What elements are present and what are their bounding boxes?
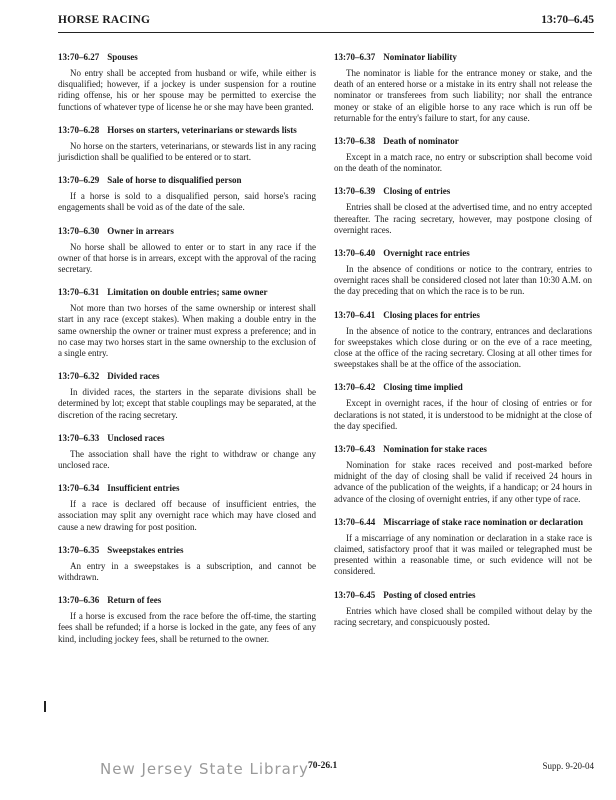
section-heading bbox=[58, 545, 316, 556]
section bbox=[58, 226, 316, 276]
section-number: 13:70–6.34 bbox=[58, 483, 100, 494]
section-title: Closing time implied bbox=[383, 382, 463, 393]
section-body: Not more than two horses of the same ownership or interest shall start in any race (except stakes). When making a double entry in the same ownership the owner or trainer must express a preference; and in no case may two horses start in the same ownership to the exclusion of a single entry. bbox=[58, 303, 316, 359]
section-body: No entry shall be accepted from husband or wife, while either is disqualified; however, if a jockey is under suspension for a routine riding offense, his or her spouse may be permitted to exercise the functions of whatever type of license he or she may have been granted. bbox=[58, 68, 316, 112]
section-heading bbox=[58, 371, 316, 382]
section-body: The nominator is liable for the entrance money or stake, and the death of an entered horse or a mistake in its entry shall not release the nominator or transferees from such liability; nor shall the entrance money or stake of an eligible horse to any race which is run off be returnable for the entry's failure to start, for any cause. bbox=[334, 68, 592, 123]
section-title: Closing places for entries bbox=[383, 309, 480, 320]
section-heading bbox=[334, 382, 592, 393]
section-title: Closing of entries bbox=[383, 186, 451, 197]
section bbox=[58, 371, 316, 421]
section-heading bbox=[334, 186, 592, 197]
section-heading bbox=[58, 125, 316, 136]
section-heading bbox=[58, 433, 316, 444]
section-title: Sale of horse to disqualified person bbox=[107, 175, 242, 186]
section-number: 13:70–6.27 bbox=[58, 52, 100, 62]
section-body: If a horse is sold to a disqualified person, said horse's racing engagements shall be void as of the date of the sale. bbox=[58, 191, 316, 213]
section bbox=[58, 483, 316, 533]
library-watermark: New Jersey State Library bbox=[100, 760, 309, 778]
section-number: 13:70–6.40 bbox=[334, 248, 376, 259]
section-heading bbox=[58, 483, 316, 494]
section-body: No horse shall be allowed to enter or to start in any race if the owner of that horse is in arrears, except with the approval of the racing secretary. bbox=[58, 241, 316, 275]
section bbox=[58, 52, 316, 113]
section-title: Limitation on double entries; same owner bbox=[107, 287, 268, 298]
section-heading bbox=[58, 287, 316, 298]
section-heading bbox=[58, 226, 316, 237]
section-heading bbox=[334, 248, 592, 259]
section-number: 13:70–6.42 bbox=[334, 382, 376, 393]
section-title: Insufficient entries bbox=[107, 483, 180, 494]
section-heading bbox=[334, 517, 592, 528]
section-title: Death of nominator bbox=[383, 136, 459, 147]
section-title: Horses on starters, veterinarians or stewards lists bbox=[107, 124, 297, 135]
section-body: Except in a match race, no entry or subscription shall become void on the death of the nominator. bbox=[334, 152, 592, 174]
section-body: In divided races, the starters in the separate divisions shall be determined by lot; except that stable couplings may be separated, at the discretion of the racing secretary. bbox=[58, 387, 316, 420]
section-body: If a race is declared off because of insufficient entries, the association may split any overnight race which may have closed and cause a new drawing for post position. bbox=[58, 499, 316, 532]
section bbox=[334, 444, 592, 505]
header-rule bbox=[58, 32, 594, 33]
section-title: Miscarriage of stake race nomination or declaration bbox=[383, 516, 584, 527]
section-body: Except in overnight races, if the hour of closing of entries or for declarations is not stated, it is understood to be midnight at the close of the day specified. bbox=[334, 398, 592, 431]
section-number: 13:70–6.31 bbox=[58, 287, 100, 298]
section-number: 13:70–6.32 bbox=[58, 371, 100, 382]
chapter-title: HORSE RACING bbox=[58, 14, 151, 26]
section-heading bbox=[58, 595, 316, 606]
section bbox=[334, 382, 592, 432]
section-heading bbox=[58, 52, 316, 63]
section bbox=[58, 287, 316, 359]
section-number: 13:70–6.29 bbox=[58, 175, 100, 186]
section-title: Nominator liability bbox=[383, 52, 457, 62]
section-heading bbox=[58, 175, 316, 186]
section-number: 13:70–6.43 bbox=[334, 444, 376, 455]
section-body: Entries which have closed shall be compiled without delay by the racing secretary, and conspicuously posted. bbox=[334, 605, 592, 627]
section bbox=[334, 186, 592, 236]
section-number: 13:70–6.44 bbox=[334, 516, 376, 527]
section-body: Entries shall be closed at the advertised time, and no entry accepted thereafter. The racing secretary, however, may postpone closing of overnight races. bbox=[334, 202, 592, 235]
section-title: Return of fees bbox=[107, 595, 162, 606]
section-number: 13:70–6.36 bbox=[58, 595, 100, 606]
section bbox=[58, 545, 316, 583]
section-body: In the absence of conditions or notice to the contrary, entries to overnight races shall be considered closed not later than 10:30 A.M. on the day preceding that on which the race is to be run. bbox=[334, 264, 592, 297]
left-column bbox=[58, 52, 316, 657]
section bbox=[334, 590, 592, 628]
section bbox=[58, 125, 316, 163]
section-title: Overnight race entries bbox=[383, 248, 470, 259]
section-title: Unclosed races bbox=[107, 432, 165, 443]
section-number: 13:70–6.37 bbox=[334, 52, 376, 62]
section-heading bbox=[334, 310, 592, 321]
supplement-date: Supp. 9-20-04 bbox=[542, 761, 594, 771]
section-number: 13:70–6.28 bbox=[58, 124, 100, 135]
section-title: Nomination for stake races bbox=[383, 444, 487, 455]
section-heading bbox=[334, 136, 592, 147]
section bbox=[58, 595, 316, 645]
right-column bbox=[334, 52, 592, 640]
section-title: Posting of closed entries bbox=[383, 589, 476, 600]
section-number: 13:70–6.33 bbox=[58, 432, 100, 443]
section-heading bbox=[334, 52, 592, 63]
section bbox=[58, 433, 316, 471]
margin-change-bar bbox=[44, 701, 46, 712]
section bbox=[58, 175, 316, 213]
section-heading bbox=[334, 590, 592, 601]
page-header bbox=[58, 14, 594, 34]
section-body: An entry in a sweepstakes is a subscription, and cannot be withdrawn. bbox=[58, 560, 316, 583]
section-number: 13:70–6.39 bbox=[334, 186, 376, 197]
section-body: If a miscarriage of any nomination or declaration in a stake race is claimed, satisfactory proof that it was mailed or telegraphed must be presented within a reasonable time, or such evidence will not be considered. bbox=[334, 532, 592, 577]
section-number: 13:70–6.41 bbox=[334, 309, 376, 320]
section-number: 13:70–6.38 bbox=[334, 136, 376, 147]
section-range: 13:70–6.45 bbox=[541, 14, 594, 26]
section bbox=[334, 52, 592, 124]
section bbox=[334, 310, 592, 371]
section bbox=[334, 136, 592, 174]
section-title: Spouses bbox=[107, 52, 138, 62]
section-body: In the absence of notice to the contrary, entrances and declarations for sweepstakes which close during or on the eve of a race meeting, close at the office of the racing secretary. Closing at all other times for sweepstakes shall be at the office of the association. bbox=[334, 325, 592, 370]
section-number: 13:70–6.35 bbox=[58, 544, 100, 555]
section-title: Divided races bbox=[107, 371, 160, 382]
section-body: Nomination for stake races received and post-marked before midnight of the day of closing shall be valid if received 24 hours in advance of the publication of the weights, if a handicap; or 24 hours in advance of the closing of overnight entries, if any other type of race. bbox=[334, 460, 592, 504]
section-number: 13:70–6.45 bbox=[334, 589, 376, 600]
section bbox=[334, 517, 592, 578]
section-title: Sweepstakes entries bbox=[107, 544, 184, 555]
section-heading bbox=[334, 444, 592, 455]
section-body: No horse on the starters, veterinarians, or stewards list in any racing jurisdiction shall be qualified to be entered or to start. bbox=[58, 140, 316, 163]
page-number: 70-26.1 bbox=[308, 761, 338, 771]
section-body: The association shall have the right to withdraw or change any unclosed race. bbox=[58, 448, 316, 471]
section bbox=[334, 248, 592, 298]
section-title: Owner in arrears bbox=[107, 225, 174, 236]
section-number: 13:70–6.30 bbox=[58, 225, 100, 236]
section-body: If a horse is excused from the race before the off-time, the starting fees shall be refunded; if a horse is locked in the gate, any fees of any kind, including jockey fees, shall be returned to the owner. bbox=[58, 611, 316, 644]
